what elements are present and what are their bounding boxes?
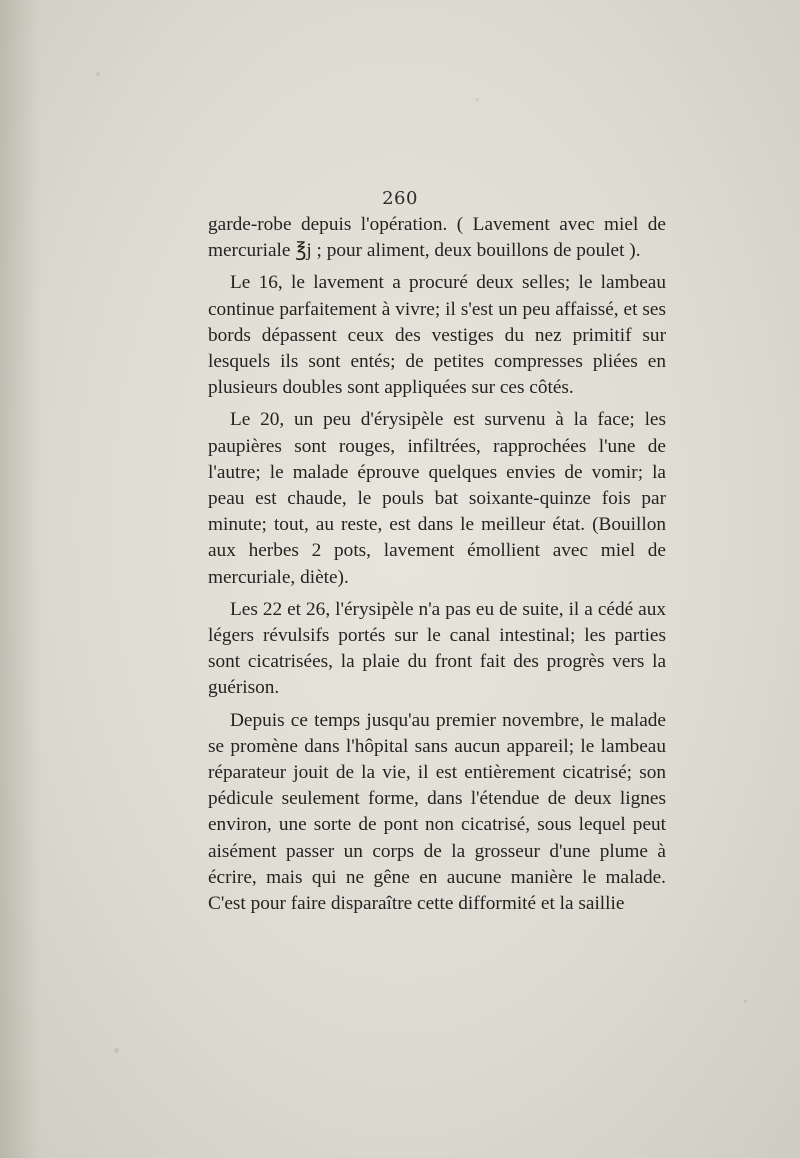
paper-spot	[114, 1048, 119, 1053]
paragraph-1: garde-robe depuis l'opération. ( Lavement avec miel de mercuriale ℥j ; pour aliment, deux bouillons de poulet ).	[208, 214, 666, 262]
page-gutter-shadow	[0, 0, 40, 1158]
paper-spot	[96, 72, 100, 76]
paper-spot	[476, 98, 479, 101]
paragraph-4: Les 22 et 26, l'érysipèle n'a pas eu de suite, il a cédé aux légers révulsifs portés sur le canal intestinal; les parties sont cicatrisées, la plaie du front fait des progrès vers la guérison.	[208, 598, 666, 699]
page-number: 260	[382, 188, 418, 209]
paragraph-5: Depuis ce temps jusqu'au premier novembre, le malade se promène dans l'hôpital sans aucun appareil; le lambeau réparateur jouit de la vie, il est entièrement cicatrisé; son pédicule seulement forme, dans l'étendue de deux lignes environ, une sorte de pont non cicatrisé, sous lequel peut aisément passer un corps de la grosseur d'une plume à écrire, mais qui ne gêne en aucune manière le malade. C'est pour faire disparaître cette difformité et la saillie	[208, 709, 666, 915]
paragraph-2: Le 16, le lavement a procuré deux selles; le lambeau continue parfaitement à vivre; il s'est un peu affaissé, et ses bords dépassent ceux des vestiges du nez primitif sur lesquels ils sont entés; de petites compresses pliées en plusieurs doubles sont appliquées sur ces côtés.	[208, 272, 666, 399]
paper-spot	[744, 1000, 747, 1003]
body-text	[208, 212, 666, 917]
paragraph-3: Le 20, un peu d'érysipèle est survenu à la face; les paupières sont rouges, infiltrées, rapprochées l'une de l'autre; le malade éprouve quelques envies de vomir; la peau est chaude, le pouls bat soixante-quinze fois par minute; tout, au reste, est dans le meilleur état. (Bouillon aux herbes 2 pots, lavement émollient avec miel de mercuriale, diète).	[208, 409, 666, 588]
